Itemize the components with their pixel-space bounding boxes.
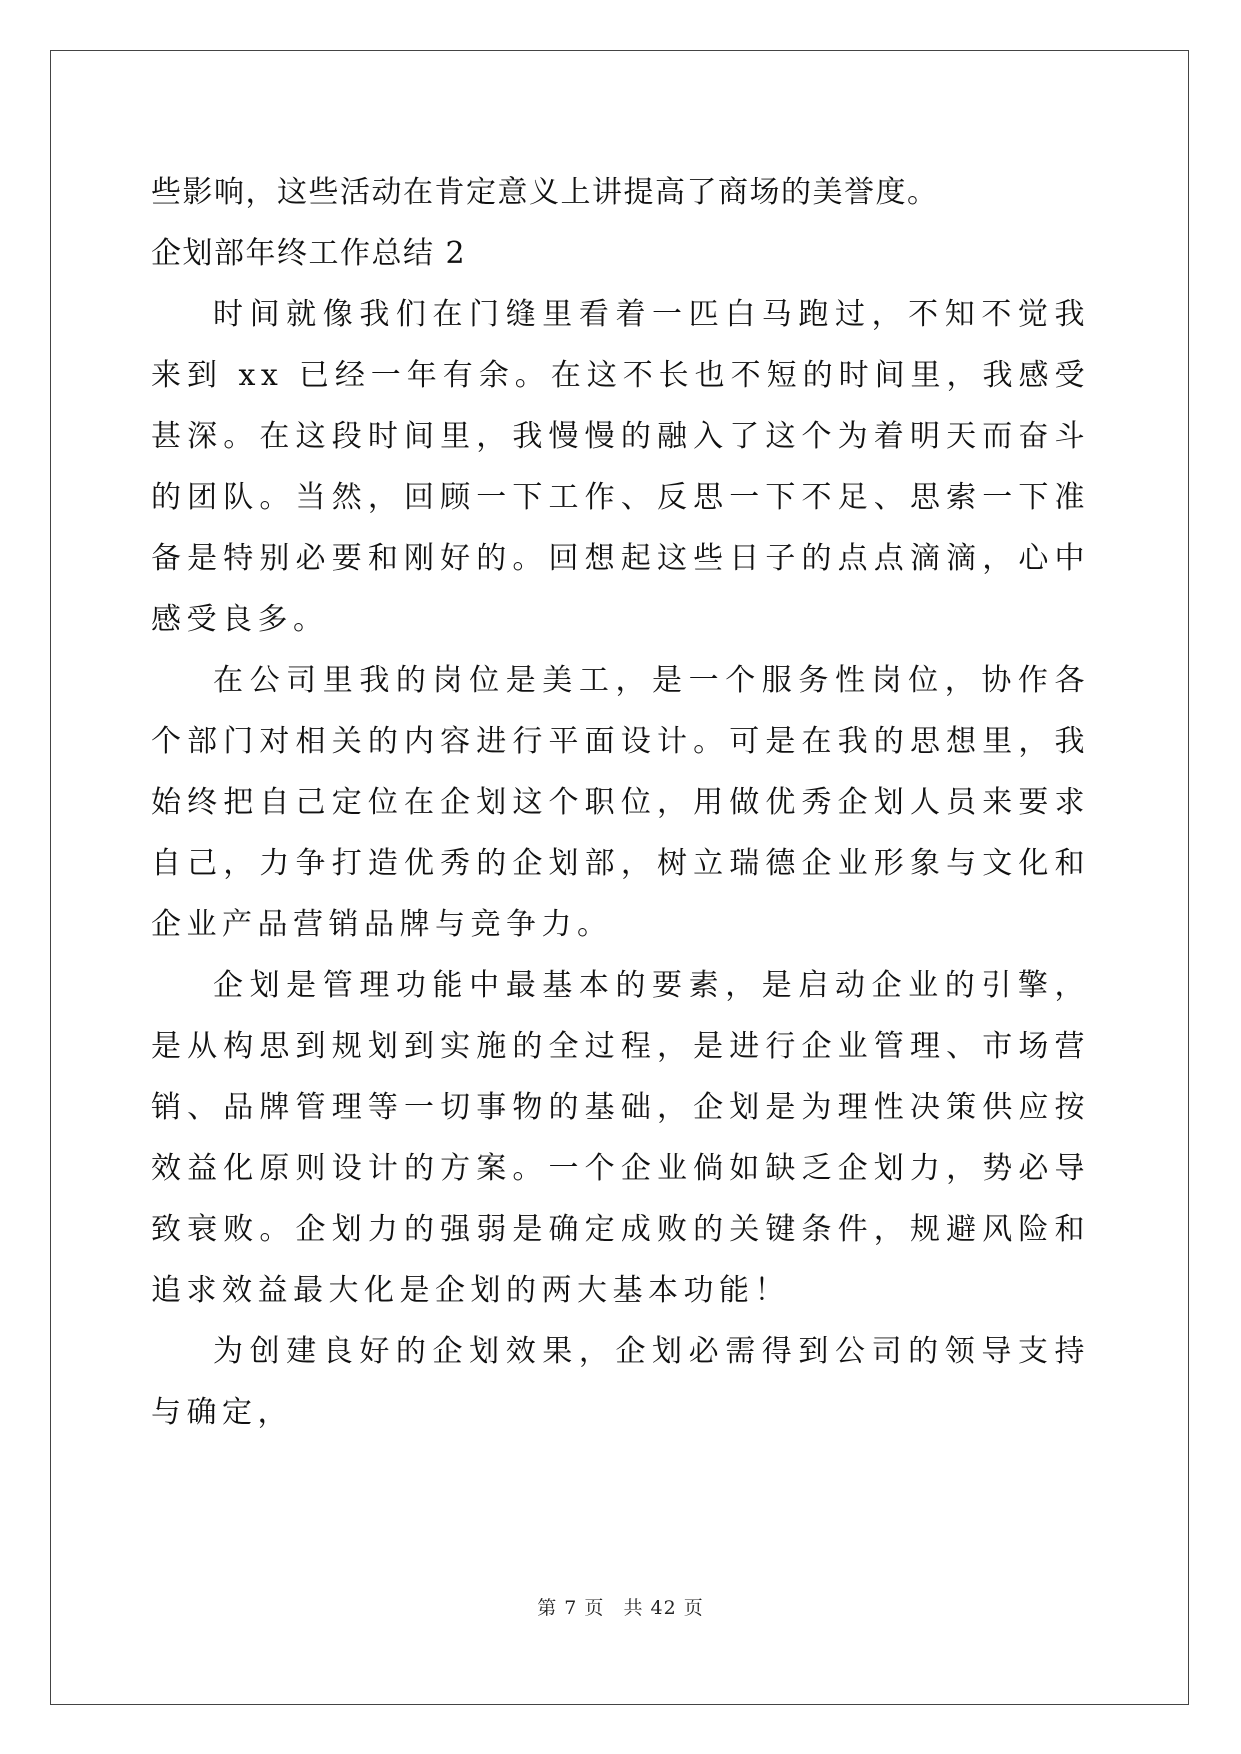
- paragraph: 为创建良好的企划效果，企划必需得到公司的领导支持与确定，: [151, 1334, 1090, 1430]
- paragraph: 企划是管理功能中最基本的要素，是启动企业的引擎，是从构思到规划到实施的全过程，是进行企业管理、市场营销、品牌管理等一切事物的基础，企划是为理性决策供应按效益化原则设计的方案。一个企业倘如缺乏企划力，势必导致衰败。企划力的强弱是确定成败的关键条件，规避风险和追求效益最大化是企划的两大基本功能！: [151, 968, 1090, 1308]
- document-body: [151, 162, 1090, 1443]
- page-total: 共 42 页: [623, 1597, 704, 1619]
- page-footer: [0, 1593, 1241, 1620]
- continuation-text: 些影响，这些活动在肯定意义上讲提高了商场的美誉度。: [151, 175, 939, 210]
- section-heading: 企划部年终工作总结 2: [151, 236, 467, 271]
- paragraph: 时间就像我们在门缝里看着一匹白马跑过，不知不觉我来到 xx 已经一年有余。在这不长也不短的时间里，我感受甚深。在这段时间里，我慢慢的融入了这个为着明天而奋斗的团队。当然，回顾一下工作、反思一下不足、思索一下准备是特别必要和刚好的。回想起这些日子的点点滴滴，心中感受良多。: [151, 297, 1090, 637]
- paragraph: 在公司里我的岗位是美工，是一个服务性岗位，协作各个部门对相关的内容进行平面设计。可是在我的思想里，我始终把自己定位在企划这个职位，用做优秀企划人员来要求自己，力争打造优秀的企划部，树立瑞德企业形象与文化和企业产品营销品牌与竞争力。: [151, 663, 1090, 942]
- page-number: 第 7 页: [537, 1597, 605, 1619]
